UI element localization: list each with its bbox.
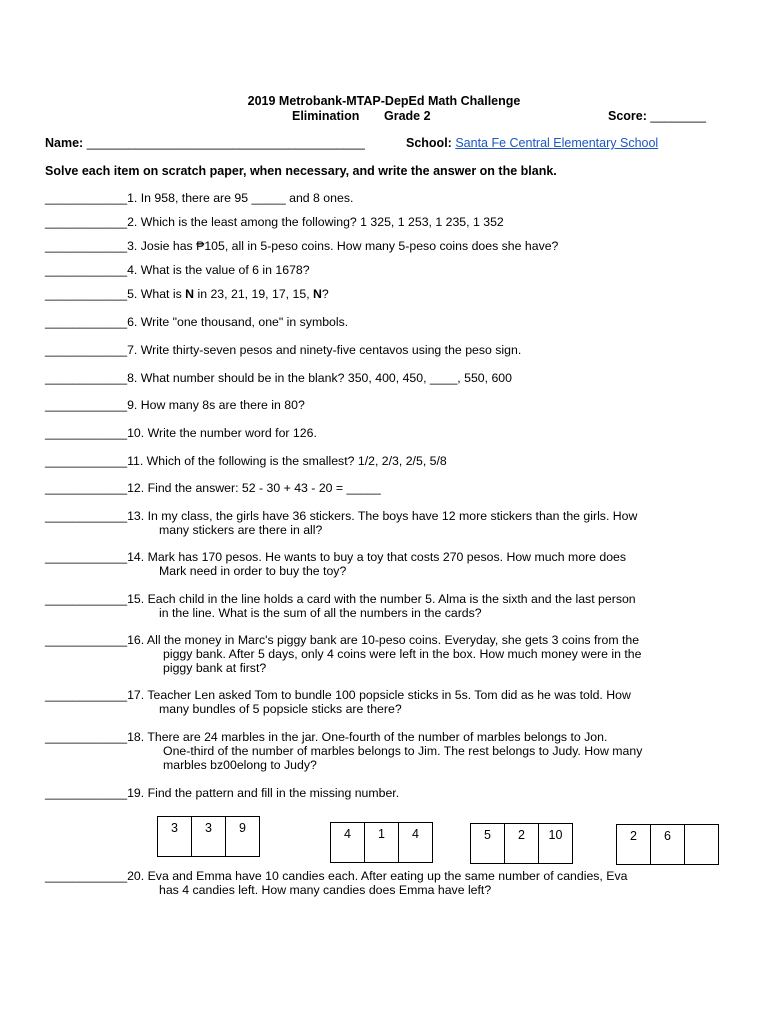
worksheet-title: 2019 Metrobank-MTAP-DepEd Math Challenge: [247, 94, 521, 108]
question-text: Mark need in order to buy the toy?: [159, 564, 347, 578]
question-text: 9. How many 8s are there in 80?: [127, 398, 305, 412]
pattern-cell: 4: [412, 827, 419, 841]
question-18: [45, 730, 642, 772]
answer-blank: ____________: [45, 592, 128, 606]
question-text: 18. There are 24 marbles in the jar. One-fourth of the number of marbles belongs to Jon.: [127, 730, 608, 744]
question-text: 6. Write "one thousand, one" in symbols.: [127, 315, 349, 329]
question-text: many bundles of 5 popsicle sticks are there?: [159, 702, 402, 716]
question-text: has 4 candies left. How many candies does Emma have left?: [159, 883, 492, 897]
question-text: 20. Eva and Emma have 10 candies each. After eating up the same number of candies, Eva: [127, 869, 628, 883]
question-13: [45, 509, 637, 537]
question-14: [45, 550, 626, 578]
question-16: [45, 633, 641, 675]
instructions: Solve each item on scratch paper, when necessary, and write the answer on the blank.: [45, 164, 557, 178]
question-text: 7. Write thirty-seven pesos and ninety-five centavos using the peso sign.: [127, 343, 522, 357]
question-6: [45, 315, 348, 329]
answer-blank: ____________: [45, 481, 128, 495]
question-text: 12. Find the answer: 52 - 30 + 43 - 20 = _____: [127, 481, 381, 495]
question-text: 4. What is the value of 6 in 1678?: [127, 263, 310, 277]
question-text: 19. Find the pattern and fill in the missing number.: [127, 786, 400, 800]
question-text: many stickers are there in all?: [159, 523, 323, 537]
answer-blank: ____________: [45, 398, 128, 412]
question-text: 14. Mark has 170 pesos. He wants to buy a toy that costs 270 pesos. How much more does: [127, 550, 627, 564]
question-text: 16. All the money in Marc's piggy bank are 10-peso coins. Everyday, she gets 3 coins from the: [127, 633, 640, 647]
answer-blank: ____________: [45, 454, 128, 468]
question-text: 5. What is N in 23, 21, 19, 17, 15, N?: [127, 287, 329, 301]
answer-blank: ____________: [45, 869, 128, 883]
answer-blank: ____________: [45, 191, 128, 205]
pattern-box-3: [470, 823, 573, 864]
pattern-cell: 3: [192, 817, 226, 856]
pattern-cell: 6: [651, 825, 685, 864]
answer-blank: ____________: [45, 239, 128, 253]
question-text: 10. Write the number word for 126.: [127, 426, 317, 440]
question-text: 11. Which of the following is the smallest? 1/2, 2/3, 2/5, 5/8: [127, 454, 447, 468]
pattern-cell: 10: [548, 828, 563, 842]
school-link[interactable]: Santa Fe Central Elementary School: [455, 136, 659, 150]
question-text: One-third of the number of marbles belongs to Jim. The rest belongs to Judy. How many: [163, 744, 643, 758]
question-text: 8. What number should be in the blank? 350, 400, 450, ____, 550, 600: [127, 371, 512, 385]
answer-blank: ____________: [45, 215, 128, 229]
question-3: [45, 239, 558, 253]
pattern-cell: [685, 825, 718, 864]
answer-blank: ____________: [45, 688, 128, 702]
question-text: 2. Which is the least among the following? 1 325, 1 253, 1 235, 1 352: [127, 215, 504, 229]
score-label: Score:: [608, 109, 647, 123]
answer-blank: ____________: [45, 263, 128, 277]
pattern-cell: 2: [505, 824, 539, 863]
question-text: 13. In my class, the girls have 36 stickers. The boys have 12 more stickers than the girls. How: [127, 509, 638, 523]
round-label: Elimination: [292, 109, 360, 123]
pattern-cell: 3: [158, 817, 192, 856]
pattern-box-1: [157, 816, 260, 857]
question-1: [45, 191, 353, 205]
answer-blank: ____________: [45, 730, 128, 744]
pattern-cell: 5: [471, 824, 505, 863]
question-2: [45, 215, 504, 229]
question-8: [45, 371, 512, 385]
question-12: [45, 481, 381, 495]
answer-blank: ____________: [45, 786, 128, 800]
answer-blank: ____________: [45, 343, 128, 357]
question-text: piggy bank at first?: [163, 661, 267, 675]
question-text: 1. In 958, there are 95 _____ and 8 ones.: [127, 191, 354, 205]
question-text: 17. Teacher Len asked Tom to bundle 100 popsicle sticks in 5s. Tom did as he was told. How: [127, 688, 631, 702]
answer-blank: ____________: [45, 509, 128, 523]
name-label: Name:: [45, 136, 84, 150]
score-blank: ________: [650, 109, 707, 123]
pattern-cell: 4: [331, 823, 365, 862]
question-text: piggy bank. After 5 days, only 4 coins were left in the box. How much money were in the: [163, 647, 642, 661]
question-17: [45, 688, 631, 716]
question-4: [45, 263, 310, 277]
answer-blank: ____________: [45, 633, 128, 647]
question-11: [45, 454, 447, 468]
grade-label: Grade 2: [384, 109, 431, 123]
school-field: [406, 136, 658, 150]
question-7: [45, 343, 521, 357]
question-15: [45, 592, 636, 620]
question-5: [45, 287, 329, 301]
question-20: [45, 869, 627, 897]
pattern-box-2: [330, 822, 433, 863]
answer-blank: ____________: [45, 315, 128, 329]
answer-blank: ____________: [45, 287, 128, 301]
question-text: marbles bz00elong to Judy?: [163, 758, 317, 772]
answer-blank: ____________: [45, 426, 128, 440]
question-text: 3. Josie has ₱105, all in 5-peso coins. How many 5-peso coins does she have?: [127, 239, 559, 253]
answer-blank: ____________: [45, 371, 128, 385]
question-text: 15. Each child in the line holds a card with the number 5. Alma is the sixth and the last person: [127, 592, 636, 606]
name-blank: ________________________________________: [86, 136, 365, 150]
score-field: [608, 109, 706, 123]
pattern-cell: 1: [365, 823, 399, 862]
question-9: [45, 398, 305, 412]
question-text: in the line. What is the sum of all the numbers in the cards?: [159, 606, 482, 620]
question-19: [45, 786, 399, 800]
answer-blank: ____________: [45, 550, 128, 564]
pattern-box-4: [616, 824, 719, 865]
name-field: [45, 136, 365, 150]
pattern-cell: 2: [617, 825, 651, 864]
school-label: School:: [406, 136, 452, 150]
question-10: [45, 426, 317, 440]
pattern-cell: 9: [239, 821, 246, 835]
